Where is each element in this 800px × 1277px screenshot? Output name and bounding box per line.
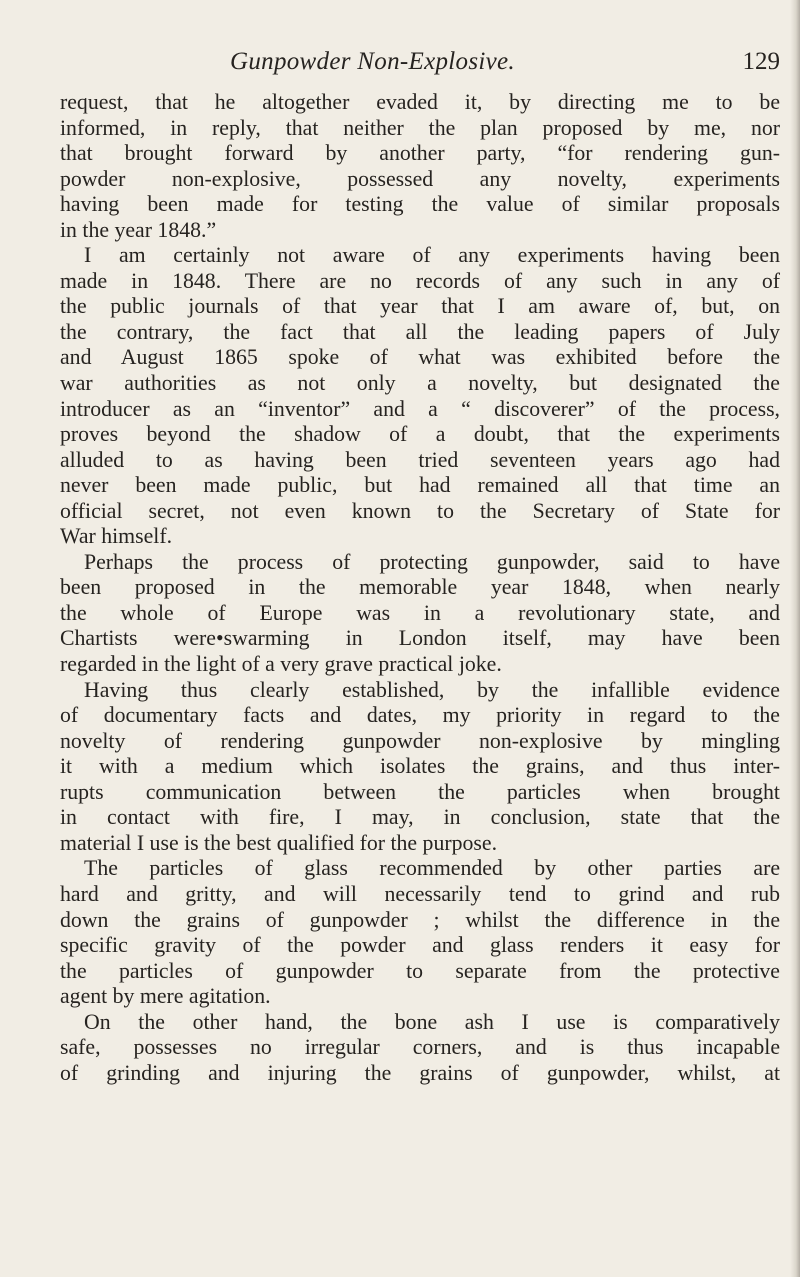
text-line: safe, possesses no irregular corners, and is thus incapable bbox=[60, 1035, 780, 1060]
text-line: and August 1865 spoke of what was exhibited before the bbox=[60, 345, 780, 370]
text-line: Perhaps the process of protecting gunpowder, said to have bbox=[84, 549, 780, 574]
text-line: proves beyond the shadow of a doubt, that the experiments bbox=[60, 422, 780, 447]
text-line: in the year 1848.” bbox=[60, 217, 217, 242]
text-line: made in 1848. There are no records of any such in any of bbox=[60, 268, 780, 293]
page-header bbox=[60, 48, 780, 84]
text-line: the contrary, the fact that all the leading papers of July bbox=[60, 319, 780, 344]
text-line: never been made public, but had remained all that time an bbox=[60, 473, 780, 498]
text-line: informed, in reply, that neither the plan proposed by me, nor bbox=[60, 115, 780, 140]
body-text bbox=[60, 90, 780, 1086]
text-line: of documentary facts and dates, my priority in regard to the bbox=[60, 703, 780, 728]
text-line: novelty of rendering gunpowder non-explosive by mingling bbox=[60, 728, 780, 753]
text-line: material I use is the best qualified for the purpose. bbox=[60, 830, 498, 855]
text-line: that brought forward by another party, “for rendering gun- bbox=[60, 141, 780, 166]
text-line: it with a medium which isolates the grains, and thus inter- bbox=[60, 754, 780, 779]
text-line: The particles of glass recommended by other parties are bbox=[84, 856, 780, 881]
text-line: rupts communication between the particles when brought bbox=[60, 779, 780, 804]
text-line: agent by mere agitation. bbox=[60, 984, 271, 1009]
text-line: of grinding and injuring the grains of gunpowder, whilst, at bbox=[60, 1060, 780, 1085]
text-line: down the grains of gunpowder ; whilst the difference in the bbox=[60, 907, 780, 932]
text-line: request, that he altogether evaded it, by directing me to be bbox=[60, 90, 780, 114]
text-line: Chartists were•swarming in London itself, may have been bbox=[60, 626, 780, 651]
text-line: been proposed in the memorable year 1848, when nearly bbox=[60, 575, 780, 600]
text-line: official secret, not even known to the Secretary of State for bbox=[60, 498, 780, 523]
text-line: powder non-explosive, possessed any novelty, experiments bbox=[60, 166, 780, 191]
text-line: regarded in the light of a very grave practical joke. bbox=[60, 652, 502, 677]
text-line: hard and gritty, and will necessarily tend to grind and rub bbox=[60, 881, 780, 906]
text-line: specific gravity of the powder and glass renders it easy for bbox=[60, 933, 780, 958]
text-line: war authorities as not only a novelty, but designated the bbox=[60, 371, 780, 396]
text-line: introducer as an “inventor” and a “ discoverer” of the process, bbox=[60, 396, 780, 421]
text-line: in contact with fire, I may, in conclusion, state that the bbox=[60, 805, 780, 830]
page-number: 129 bbox=[742, 48, 780, 75]
page-gutter-shadow bbox=[790, 0, 800, 1277]
text-line: On the other hand, the bone ash I use is comparatively bbox=[84, 1009, 780, 1034]
text-line: Having thus clearly established, by the infallible evidence bbox=[84, 677, 780, 702]
text-line: having been made for testing the value of similar proposals bbox=[60, 192, 780, 217]
running-title: Gunpowder Non-Explosive. bbox=[230, 48, 515, 75]
text-line: War himself. bbox=[60, 524, 173, 549]
text-line: the public journals of that year that I am aware of, but, on bbox=[60, 294, 780, 319]
text-line: the particles of gunpowder to separate from the protective bbox=[60, 958, 780, 983]
text-line: alluded to as having been tried seventeen years ago had bbox=[60, 447, 780, 472]
text-line: I am certainly not aware of any experiments having been bbox=[84, 243, 780, 268]
text-line: the whole of Europe was in a revolutionary state, and bbox=[60, 600, 780, 625]
